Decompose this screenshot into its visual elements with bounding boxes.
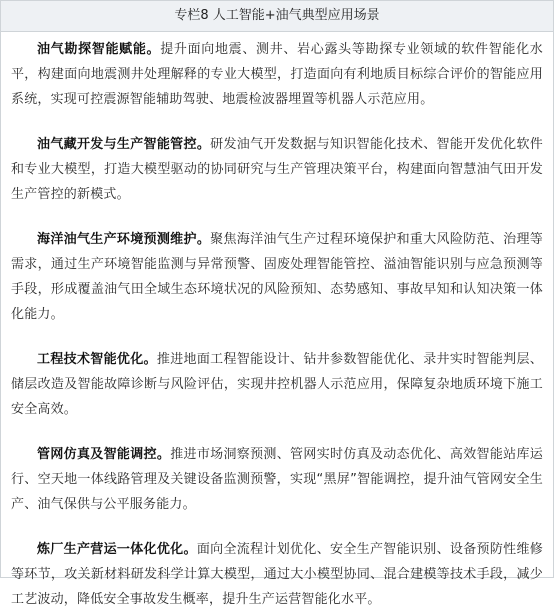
section-heading: 管网仿真及智能调控。: [37, 447, 171, 462]
section-body: 推进市场洞察预测、管网实时仿真及动态优化、高效智能站库运行、空天地一体线路管理及关键设备监测预警，实现“黑屏”智能调控，提升油气管网安全生产、油气保供与公平服务能力。: [11, 447, 543, 512]
section-pipeline-network: [11, 442, 543, 517]
section-offshore-environment: [11, 227, 543, 327]
section-oil-gas-exploration: [11, 37, 543, 112]
column-title: 专栏8 人工智能+油气典型应用场景: [1, 1, 553, 32]
section-body: 提升面向地震、测井、岩心露头等勘探专业领域的软件智能化水平，构建面向地震测井处理解释的专业大模型，打造面向有利地质目标综合评价的智能应用系统，实现可控震源智能辅助驾驶、地震检波器埋置等机器人示范应用。: [11, 42, 543, 107]
section-engineering-technology: [11, 347, 543, 422]
section-body: 研发油气开发数据与知识智能化技术、智能开发优化软件和专业大模型，打造大模型驱动的协同研究与生产管理决策平台，构建面向智慧油气田开发生产管控的新模式。: [11, 137, 543, 202]
section-body: 面向全流程计划优化、安全生产智能识别、设备预防性维修等环节，攻关新材料研发科学计算大模型，通过大小模型协同、混合建模等技术手段，减少工艺波动，降低安全事故发生概率，提升生产运营智能化水平。: [11, 542, 543, 607]
section-heading: 油气藏开发与生产智能管控。: [37, 137, 211, 152]
section-reservoir-development: [11, 132, 543, 207]
column-content: [1, 32, 553, 612]
section-refinery-operations: [11, 537, 543, 612]
section-heading: 工程技术智能优化。: [37, 352, 157, 367]
section-body: 推进地面工程智能设计、钻井参数智能优化、录井实时智能判层、储层改造及智能故障诊断与风险评估，实现井控机器人示范应用，保障复杂地质环境下施工安全高效。: [11, 352, 543, 417]
section-body: 聚焦海洋油气生产过程环境保护和重大风险防范、治理等需求，通过生产环境智能监测与异常预警、固废处理智能管控、溢油智能识别与应急预测等手段，形成覆盖油气田全域生态环境状况的风险预知、态势感知、事故早知和认知决策一体化能力。: [11, 232, 543, 322]
section-heading: 炼厂生产营运一体化优化。: [37, 542, 197, 557]
section-heading: 海洋油气生产环境预测维护。: [37, 232, 211, 247]
section-heading: 油气勘探智能赋能。: [37, 42, 161, 57]
